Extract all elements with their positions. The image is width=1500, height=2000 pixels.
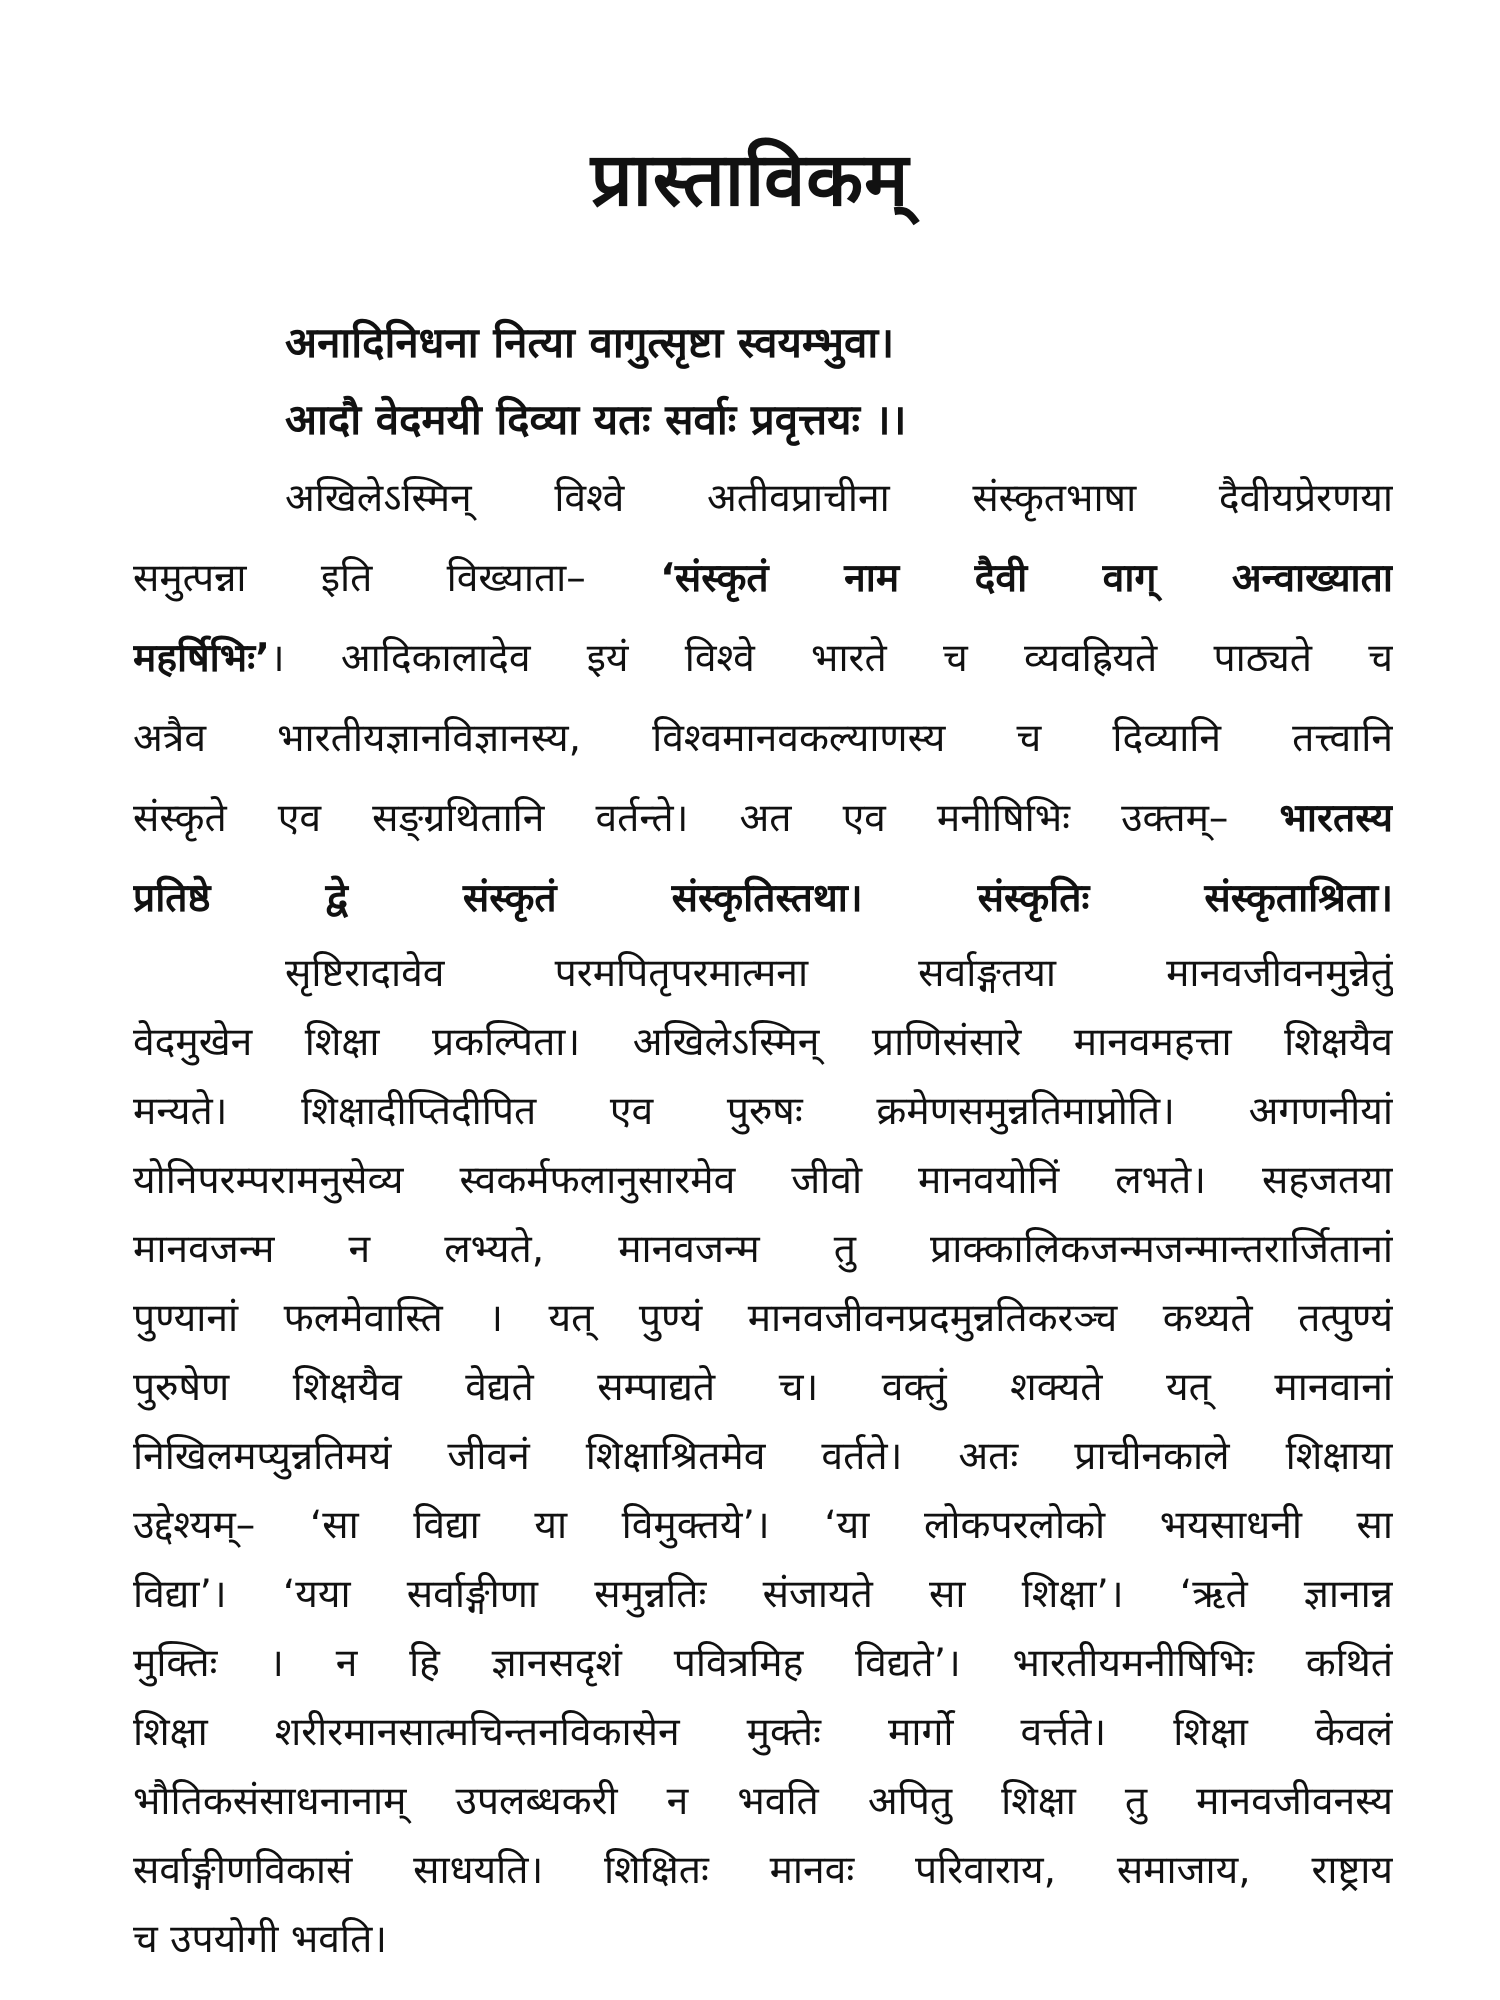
line-text: समुत्पन्ना इति विख्याता– — [133, 556, 661, 601]
shloka-line-1: अनादिनिधना नित्या वागुत्सृष्टा स्वयम्भुवा। — [285, 318, 895, 367]
paragraph-2-line-4: योनिपरम्परामनुसेव्य स्वकर्मफलानुसारमेव जीवो मानवयोनिं लभते। सहजतया — [133, 1158, 1393, 1203]
paragraph-2-line-6: पुण्यानां फलमेवास्ति । यत् पुण्यं मानवजीवनप्रदमुन्नतिकरञ्च कथ्यते तत्पुण्यं — [133, 1296, 1393, 1341]
paragraph-2-line-14: सर्वाङ्गीणविकासं साधयति। शिक्षितः मानवः परिवाराय, समाजाय, राष्ट्राय — [133, 1848, 1393, 1893]
paragraph-2-line-11: मुक्तिः । न हि ज्ञानसदृशं पवित्रमिह विद्यते’। भारतीयमनीषिभिः कथितं — [133, 1641, 1393, 1686]
paragraph-2-line-10: विद्या’। ‘यया सर्वाङ्गीणा समुन्नतिः संजायते सा शिक्षा’। ‘ऋते ज्ञानान्न — [133, 1572, 1393, 1617]
quote-bold: ‘संस्कृतं नाम दैवी वाग् अन्वाख्याता — [660, 556, 1393, 601]
paragraph-2-line-15: च उपयोगी भवति। — [133, 1917, 388, 1962]
paragraph-2-line-5: मानवजन्म न लभ्यते, मानवजन्म तु प्राक्कालिकजन्मजन्मान्तरार्जितानां — [133, 1227, 1393, 1272]
quote-bold: भारतस्य — [1279, 796, 1393, 841]
paragraph-1-line-6: प्रतिष्ठे द्वे संस्कृतं संस्कृतिस्तथा। संस्कृतिः संस्कृताश्रिता। — [133, 876, 1393, 921]
paragraph-2-line-2: वेदमुखेन शिक्षा प्रकल्पिता। अखिलेऽस्मिन् प्राणिसंसारे मानवमहत्ता शिक्षयैव — [133, 1020, 1393, 1065]
paragraph-1-line-2 — [133, 539, 1393, 619]
paragraph-1-line-5 — [133, 779, 1393, 859]
line-text: संस्कृते एव सङ्ग्रथितानि वर्तन्ते। अत एव मनीषिभिः उक्तम्– — [133, 796, 1280, 841]
paragraph-1-line-4: अत्रैव भारतीयज्ञानविज्ञानस्य, विश्वमानवकल्याणस्य च दिव्यानि तत्त्वानि — [133, 716, 1393, 761]
quote-bold-end: महर्षिभिः’ — [133, 636, 270, 681]
paragraph-2-line-12: शिक्षा शरीरमानसात्मचिन्तनविकासेन मुक्तेः मार्गो वर्त्तते। शिक्षा केवलं — [133, 1710, 1393, 1755]
shloka-line-2: आदौ वेदमयी दिव्या यतः सर्वाः प्रवृत्तयः ।। — [285, 395, 907, 444]
page-title: प्रास्ताविकम् — [590, 137, 910, 223]
paragraph-2-line-7: पुरुषेण शिक्षयैव वेद्यते सम्पाद्यते च। वक्तुं शक्यते यत् मानवानां — [133, 1365, 1393, 1410]
paragraph-2-line-3: मन्यते। शिक्षादीप्तिदीपित एव पुरुषः क्रमेणसमुन्नतिमाप्नोति। अगणनीयां — [133, 1089, 1393, 1134]
paragraph-2-line-9: उद्देश्यम्– ‘सा विद्या या विमुक्तये’। ‘या लोकपरलोको भयसाधनी सा — [133, 1503, 1393, 1548]
paragraph-1-line-3 — [133, 619, 1393, 699]
paragraph-2-line-13: भौतिकसंसाधनानाम् उपलब्धकरी न भवति अपितु शिक्षा तु मानवजीवनस्य — [133, 1779, 1393, 1824]
paragraph-1-line-1: अखिलेऽस्मिन् विश्वे अतीवप्राचीना संस्कृतभाषा दैवीयप्रेरणया — [285, 476, 1393, 521]
paragraph-2-line-1: सृष्टिरादावेव परमपितृपरमात्मना सर्वाङ्गतया मानवजीवनमुन्नेतुं — [285, 951, 1393, 996]
paragraph-2-line-8: निखिलमप्युन्नतिमयं जीवनं शिक्षाश्रितमेव वर्तते। अतः प्राचीनकाले शिक्षाया — [133, 1434, 1393, 1479]
line-text: । आदिकालादेव इयं विश्वे भारते च व्यवह्रियते पाठ्यते च — [269, 636, 1393, 681]
